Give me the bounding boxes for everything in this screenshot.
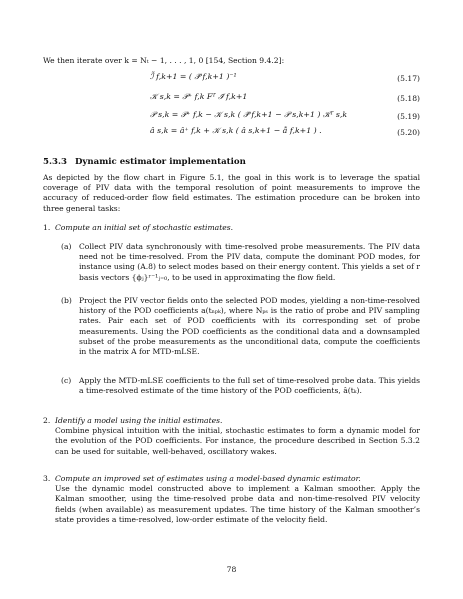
equation-body: 𝒦 s,k = 𝒫⁺ f,k Fᵀ ℐ̃ f,k+1 <box>150 92 248 101</box>
list-item-text: Collect PIV data synchronously with time-resolved probe measurements. The PIV data need not be time-resolved. From the PIV data, compute the dominant POD modes, for instance using (A.8) to select modes based on their energy content. This yields a set of r basis vectors {ϕⱼ}ʳ⁻¹ⱼ₌₀, to be used in approximating the flow field. <box>79 242 420 282</box>
list-marker: (a) <box>61 242 72 251</box>
task-2 <box>43 416 420 457</box>
list-marker: (c) <box>61 376 72 385</box>
equation-number: (5.17) <box>397 74 420 83</box>
equation-5-17 <box>0 72 463 86</box>
task-1a <box>61 242 420 283</box>
task-1 <box>43 223 420 233</box>
list-marker: (b) <box>61 296 72 305</box>
list-item-text: Project the PIV vector fields onto the selected POD modes, yielding a non-time-resolved history of the POD coefficients a(tₙₚₖ), where Nₚₛ is the ratio of probe and PIV sampling rates. Pair each set of POD coefficients with its corresponding set of probe measurements. Using the POD coefficients as the conditional data and a downsampled subset of the probe measurements as the unconditional data, compute the coefficients in the matrix A for MTD-mLSE. <box>79 296 420 357</box>
task-title: Identify a model using the initial estimates. <box>55 416 223 425</box>
equation-5-18 <box>0 92 463 106</box>
intro-line: We then iterate over k = Nₜ − 1, . . . , 1, 0 [154, Section 9.4.2]: <box>43 56 285 65</box>
list-item-text: Apply the MTD-mLSE coefficients to the full set of time-resolved probe data. This yields a time-resolved estimate of the time history of the POD coefficients, â(tₖ). <box>79 376 420 396</box>
equation-body: ℐ̃ f,k+1 = ( 𝒫̃ f,k+1 )⁻¹ <box>150 72 237 81</box>
section-heading <box>43 157 246 167</box>
page-number: 78 <box>226 565 237 574</box>
section-title: Dynamic estimator implementation <box>74 157 246 167</box>
section-number: 5.3.3 <box>43 157 67 167</box>
equation-body: 𝒫 s,k = 𝒫⁺ f,k − 𝒦 s,k ( 𝒫̃ f,k+1 − 𝒫 s,k+1 ) 𝒦ᵀ s,k <box>150 110 348 119</box>
task-1b <box>61 296 420 357</box>
task-1c <box>61 376 420 396</box>
equation-5-20 <box>0 126 463 140</box>
list-marker: 1. <box>43 223 51 232</box>
task-text: Combine physical intuition with the initial, stochastic estimates to form a dynamic model for the evolution of the POD coefficients. For instance, the procedure described in Section 5.3.2 can be used for suitable, well-behaved, oscillatory wakes. <box>55 426 420 456</box>
list-marker: 2. <box>43 416 51 425</box>
task-text: Use the dynamic model constructed above to implement a Kalman smoother. Apply the Kalman smoother, using the time-resolved probe data and non-time-resolved PIV velocity fields (when available) as measurement updates. The time history of the Kalman smoother’s state provides a time-resolved, low-order estimate of the velocity field. <box>55 484 420 524</box>
task-title: Compute an initial set of stochastic estimates. <box>55 223 234 232</box>
equation-number: (5.20) <box>397 128 420 137</box>
task-title: Compute an improved set of estimates using a model-based dynamic estimator. <box>55 474 361 483</box>
section-paragraph: As depicted by the flow chart in Figure 5.1, the goal in this work is to leverage the spatial coverage of PIV data with the temporal resolution of point measurements to improve the accuracy of reduced-order flow field estimates. The estimation procedure can be broken into three general tasks: <box>43 173 420 213</box>
equation-5-19 <box>0 110 463 124</box>
task-3 <box>43 474 420 525</box>
equation-number: (5.18) <box>397 94 420 103</box>
list-marker: 3. <box>43 474 51 483</box>
equation-number: (5.19) <box>397 112 420 121</box>
equation-body: â s,k = â⁺ f,k + 𝒦 s,k ( â s,k+1 − ẫ f,k+1 ) . <box>150 126 322 135</box>
